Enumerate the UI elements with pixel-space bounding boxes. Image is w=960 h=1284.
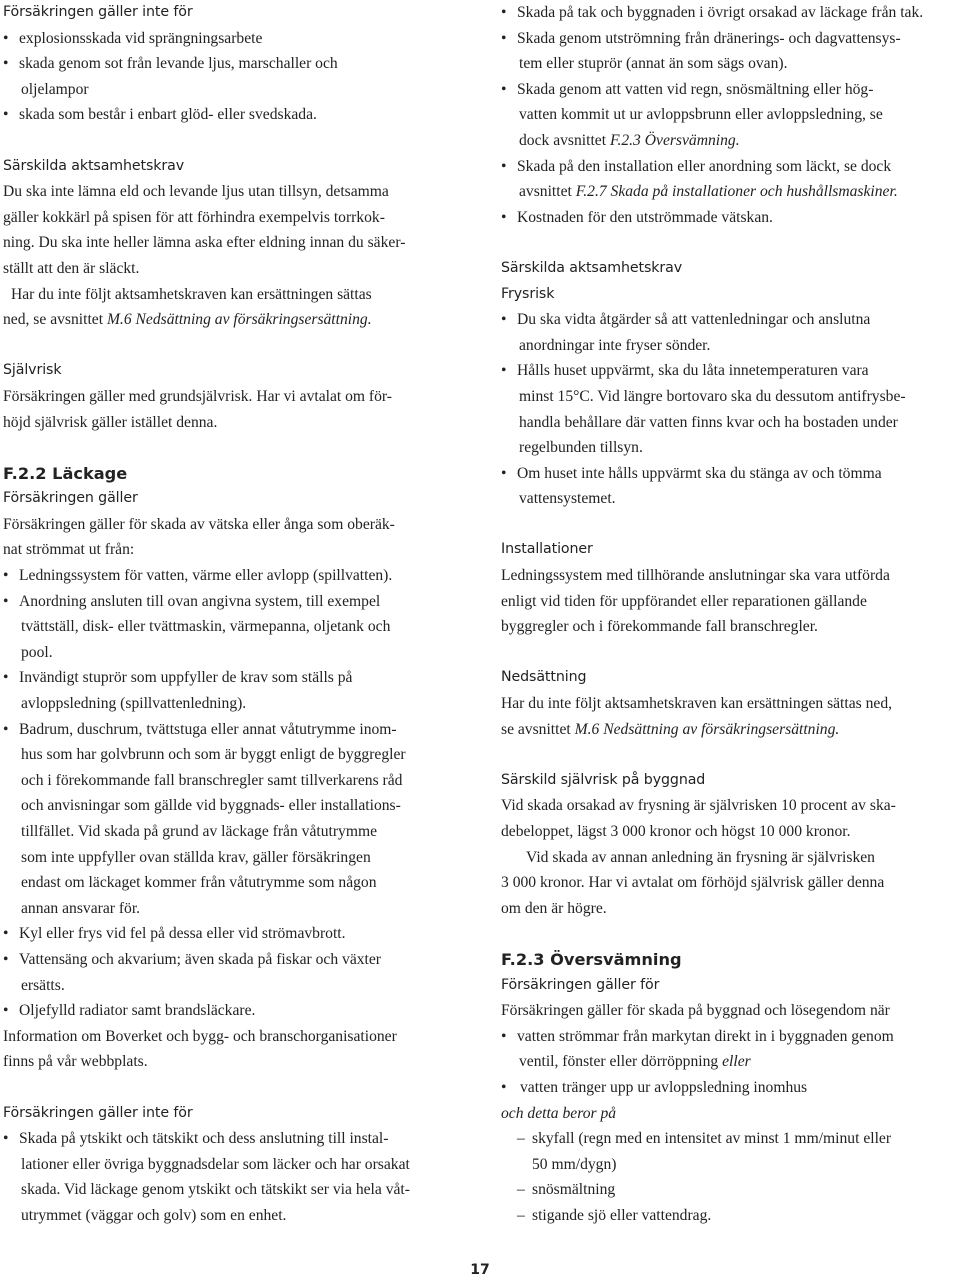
paragraph-line: gäller kokkärl på spisen för att förhindra exempelvis torrkok- (3, 208, 385, 226)
list-item-continued: utrymmet (väggar och golv) som en enhet. (21, 1206, 287, 1224)
paragraph-line: nat strömmat ut från: (3, 541, 135, 559)
paragraph-line: Ledningssystem med tillhörande anslutningar ska vara utförda (501, 567, 890, 585)
subheading-building-deductible: Särskild självrisk på byggnad (501, 771, 706, 788)
dash-item-continued: 50 mm/dygn) (532, 1155, 617, 1173)
cross-reference: F.2.7 Skada på installationer och hushållsmaskiner. (575, 183, 898, 201)
list-item-continued: som inte uppfyller ovan ställda krav, gäller försäkringen (21, 848, 371, 866)
cross-reference: F.2.3 Översvämning. (609, 131, 740, 149)
list-item: • explosionsskada vid sprängningsarbete (3, 29, 263, 47)
list-item-continued: lationer eller övriga byggnadsdelar som läcker och har orsakat (21, 1155, 410, 1173)
list-item-continued: dock avsnittet F.2.3 Översvämning. (519, 131, 740, 149)
list-item: • Badrum, duschrum, tvättstuga eller annat våtutrymme inom- (3, 720, 397, 738)
list-item-continued: tem eller stuprör (annat än som sägs ovan). (519, 55, 788, 73)
paragraph-line: Du ska inte lämna eld och levande ljus utan tillsyn, detsamma (3, 183, 389, 201)
left-column (3, 0, 458, 1229)
paragraph-line: 3 000 kronor. Har vi avtalat om förhöjd självrisk gäller denna (501, 874, 885, 892)
paragraph-line: Försäkringen gäller för skada på byggnad och lösegendom när (501, 1002, 890, 1020)
list-item-continued: ventil, fönster eller dörröppning eller (519, 1053, 751, 1071)
list-item: • Skada genom att vatten vid regn, snösmältning eller hög- (501, 80, 874, 98)
paragraph-line: Försäkringen gäller för skada av vätska eller ånga som oberäk- (3, 515, 395, 533)
cross-reference: M.6 Nedsättning av försäkringsersättning. (574, 720, 840, 738)
subheading-deductible: Självrisk (3, 362, 62, 379)
page-number: 17 (470, 1262, 490, 1278)
list-item: • skada genom sot från levande ljus, marschaller och (3, 55, 338, 73)
list-item-continued: ersätts. (21, 976, 65, 994)
list-item-continued: avloppsledning (spillvattenledning). (21, 695, 247, 713)
list-item-continued: tvättställ, disk- eller tvättmaskin, värmepanna, oljetank och (21, 618, 391, 636)
subheading-installations: Installationer (501, 541, 593, 558)
list-item: • vatten strömmar från markytan direkt in i byggnaden genom (501, 1027, 894, 1045)
subheading-frost-risk: Frysrisk (501, 285, 555, 302)
list-item: • Kyl eller frys vid fel på dessa eller vid strömavbrott. (3, 925, 346, 943)
subheading-not-covered: Försäkringen gäller inte för (3, 4, 193, 20)
paragraph-line: om den är högre. (501, 899, 607, 917)
right-column (501, 0, 953, 1229)
paragraph-line: Försäkringen gäller med grundsjälvrisk. Har vi avtalat om för- (3, 387, 392, 405)
list-item-continued: tillfället. Vid skada på grund av läckage från våtutrymme (21, 823, 378, 840)
list-item-continued: endast om läckaget kommer från våtutrymme som någon (21, 874, 377, 892)
subheading-not-covered: Försäkringen gäller inte för (3, 1104, 193, 1121)
list-item-continued: anordningar inte fryser sönder. (519, 336, 711, 354)
list-item: • Ledningssystem för vatten, värme eller avlopp (spillvatten). (3, 567, 393, 585)
paragraph-line: ned, se avsnittet M.6 Nedsättning av försäkringsersättning. (3, 311, 372, 329)
list-item-continued: regelbunden tillsyn. (519, 439, 643, 457)
list-item: • Hålls huset uppvärmt, ska du låta innetemperaturen vara (501, 362, 869, 380)
paragraph-line: debeloppet, lägst 3 000 kronor och högst 10 000 kronor. (501, 823, 851, 840)
paragraph-line: se avsnittet M.6 Nedsättning av försäkringsersättning. (501, 720, 840, 738)
list-item: • vatten tränger upp ur avloppsledning inomhus (501, 1078, 808, 1096)
list-item-continued: och i förekommande fall branschregler samt tillverkarens råd (21, 771, 403, 789)
list-item-continued: hus som har golvbrunn och som är byggt enligt de byggregler (21, 746, 406, 764)
list-item-continued: pool. (21, 643, 53, 661)
paragraph-line: Vid skada av annan anledning än frysning är självrisken (526, 848, 875, 866)
subheading-care-requirements: Särskilda aktsamhetskrav (501, 259, 683, 276)
subheading-care-requirements: Särskilda aktsamhetskrav (3, 157, 185, 174)
list-item-continued: handla behållare där vatten finns kvar och ha bostaden under (519, 413, 898, 431)
paragraph-line: byggregler och i förekommande fall branschregler. (501, 618, 818, 636)
paragraph-line: ställt att den är släckt. (3, 259, 140, 277)
list-item: • Anordning ansluten till ovan angivna system, till exempel (3, 592, 381, 610)
list-item: • Invändigt stuprör som uppfyller de krav som ställs på (3, 669, 353, 687)
list-item: • Skada på tak och byggnaden i övrigt orsakad av läckage från tak. (501, 4, 924, 21)
paragraph-line: finns på vår webbplats. (3, 1053, 148, 1071)
dash-item: – skyfall (regn med en intensitet av minst 1 mm/minut eller (517, 1130, 892, 1148)
list-item-continued: oljelampor (21, 80, 89, 98)
paragraph-line: ning. Du ska inte heller lämna aska efter eldning innan du säker- (3, 234, 406, 252)
list-item: • Du ska vidta åtgärder så att vattenledningar och anslutna (501, 311, 871, 329)
section-heading-leakage: F.2.2 Läckage (3, 463, 128, 483)
list-item-continued: annan ansvarar för. (21, 899, 141, 917)
list-item: • Skada genom utströmning från dränerings- och dagvattensys- (501, 29, 901, 47)
list-item-continued: och anvisningar som gällde vid byggnads- eller installations- (21, 797, 401, 815)
list-item: • Skada på den installation eller anordning som läckt, se dock (501, 157, 892, 175)
list-item-continued: vattensystemet. (519, 490, 616, 508)
list-item: • Oljefylld radiator samt brandsläckare. (3, 1002, 256, 1020)
paragraph-line: Har du inte följt aktsamhetskraven kan ersättningen sättas ned, (501, 695, 893, 713)
dash-item: – snösmältning (517, 1181, 616, 1199)
subheading-reduction: Nedsättning (501, 669, 587, 686)
dash-item: – stigande sjö eller vattendrag. (517, 1206, 712, 1224)
list-item: • Skada på ytskikt och tätskikt och dess anslutning till instal- (3, 1130, 389, 1148)
subheading-covered: Försäkringen gäller för (501, 976, 660, 993)
list-item: • Vattensäng och akvarium; även skada på fiskar och växter (3, 950, 381, 968)
list-item: • Om huset inte hålls uppvärmt ska du stänga av och tömma (501, 464, 882, 482)
list-item: • Kostnaden för den utströmmade vätskan. (501, 208, 773, 226)
paragraph-line: och detta beror på (501, 1104, 617, 1122)
list-item-continued: skada. Vid läckage genom ytskikt och tätskikt ser via hela våt- (21, 1181, 410, 1199)
list-item-continued: vatten kommit ut ur avloppsbrunn eller avloppsledning, se (519, 106, 883, 124)
subheading-covered: Försäkringen gäller (3, 490, 138, 507)
paragraph-line: Har du inte följt aktsamhetskraven kan ersättningen sättas (11, 285, 372, 303)
paragraph-line: Information om Boverket och bygg- och branschorganisationer (3, 1027, 397, 1045)
paragraph-line: Vid skada orsakad av frysning är självrisken 10 procent av ska- (501, 797, 896, 815)
cross-reference: M.6 Nedsättning av försäkringsersättning. (106, 311, 372, 329)
list-item-continued: minst 15°C. Vid längre bortovaro ska du dessutom antifrysbe- (519, 387, 906, 405)
paragraph-line: höjd självrisk gäller istället denna. (3, 413, 218, 431)
section-heading-flooding: F.2.3 Översvämning (501, 949, 682, 969)
paragraph-line: enligt vid tiden för uppförandet eller reparationen gällande (501, 592, 867, 610)
list-item-continued: avsnittet F.2.7 Skada på installationer och hushållsmaskiner. (519, 183, 898, 201)
list-item: • skada som består i enbart glöd- eller svedskada. (3, 106, 317, 124)
